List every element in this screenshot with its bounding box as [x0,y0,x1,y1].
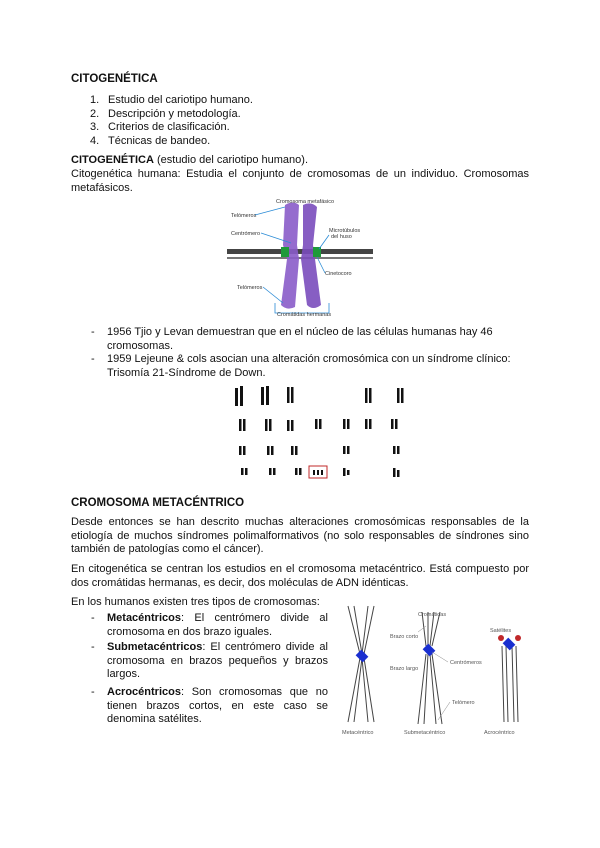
svg-text:del huso: del huso [331,234,352,240]
svg-text:Telómero: Telómero [452,700,475,706]
bullet-item: Metacéntricos: El centrómero divide al cromosoma en dos brazo iguales. [107,612,328,638]
svg-text:Centrómeros: Centrómeros [450,660,482,666]
list-item: 3. Criterios de clasificación. [90,121,230,133]
centromere-submetacentric [423,644,436,657]
section-heading: CITOGENÉTICA (estudio del cariotipo humano). [71,154,309,166]
bullet-item: 1956 Tjio y Levan demuestran que en el núcleo de las células humanas hay 46 cromosomas. [107,326,493,352]
bullet-item: 1959 Lejeune & cols asocian una alteración cromosómica con un síndrome clínico: Trisomía 21-Síndrome de Down. [107,353,511,379]
bullet-item: Acrocéntricos: Son cromosomas que no tienen brazos cortos, en este caso se denomina satélites. [107,686,328,725]
svg-text:Acrocéntrico: Acrocéntrico [484,730,515,736]
metaphase-chromosome-figure [225,195,375,317]
list-item: 2. Descripción y metodología. [90,107,241,120]
svg-text:Submetacéntrico: Submetacéntrico [404,730,446,736]
bullet-item: Submetacéntricos: El centrómero divide al cromosoma en brazos pequeños y brazos largos. [107,641,328,680]
centromere-acrocentric [503,638,516,651]
metacentric-lower [348,658,374,722]
svg-text:Cromosoma metafásico: Cromosoma metafásico [275,199,335,205]
paragraph: En citogenética se centran los estudios en el cromosoma metacéntrico. Está compuesto por dos cromátidas hermanas, es decir, dos moléculas de ADN idénticas. [71,563,529,589]
list-item: 4. Técnicas de bandeo. [90,134,211,147]
page-title: CITOGENÉTICA [71,73,158,85]
chromosome-pairs [235,386,404,477]
karyotype-figure [225,382,415,490]
svg-text:Telómeros: Telómeros [231,213,257,219]
svg-text:Brazo largo: Brazo largo [390,666,419,672]
satellite-icon [515,635,521,641]
index-list [90,94,253,148]
svg-text:Microtúbulos: Microtúbulos [329,228,361,234]
metacentric-upper [348,606,374,654]
svg-text:Cromátidas hermanas: Cromátidas hermanas [277,312,332,317]
chromosome-types-figure [338,602,533,738]
paragraph: En los humanos existen tres tipos de cromosomas: [71,596,320,608]
centromere-metacentric [356,650,369,663]
svg-text:Satélites: Satélites [490,628,512,634]
svg-text:Centrómero: Centrómero [231,231,261,237]
svg-text:Cromátidas: Cromátidas [418,612,447,618]
kinetochore-left [281,247,289,257]
paragraph: Desde entonces se han descrito muchas alteraciones cromosómicas responsables de la etiología de muchos síndromes polimalformativos (no solo responsables de síndrones sino también de patologías como el cáncer). [71,516,529,555]
satellite-icon [498,635,504,641]
svg-text:Telómeros: Telómeros [237,285,263,291]
intro-paragraph: Citogenética humana: Estudia el conjunto de cromosomas de un individuo. Cromosomas metafásicos. [71,168,529,194]
section-heading: CROMOSOMA METACÉNTRICO [71,497,245,509]
svg-text:Brazo corto: Brazo corto [390,634,419,640]
svg-text:Cinetocoro: Cinetocoro [325,271,352,277]
svg-text:Metacéntrico: Metacéntrico [342,730,374,736]
list-item: 1. Estudio del cariotipo humano. [90,94,253,106]
